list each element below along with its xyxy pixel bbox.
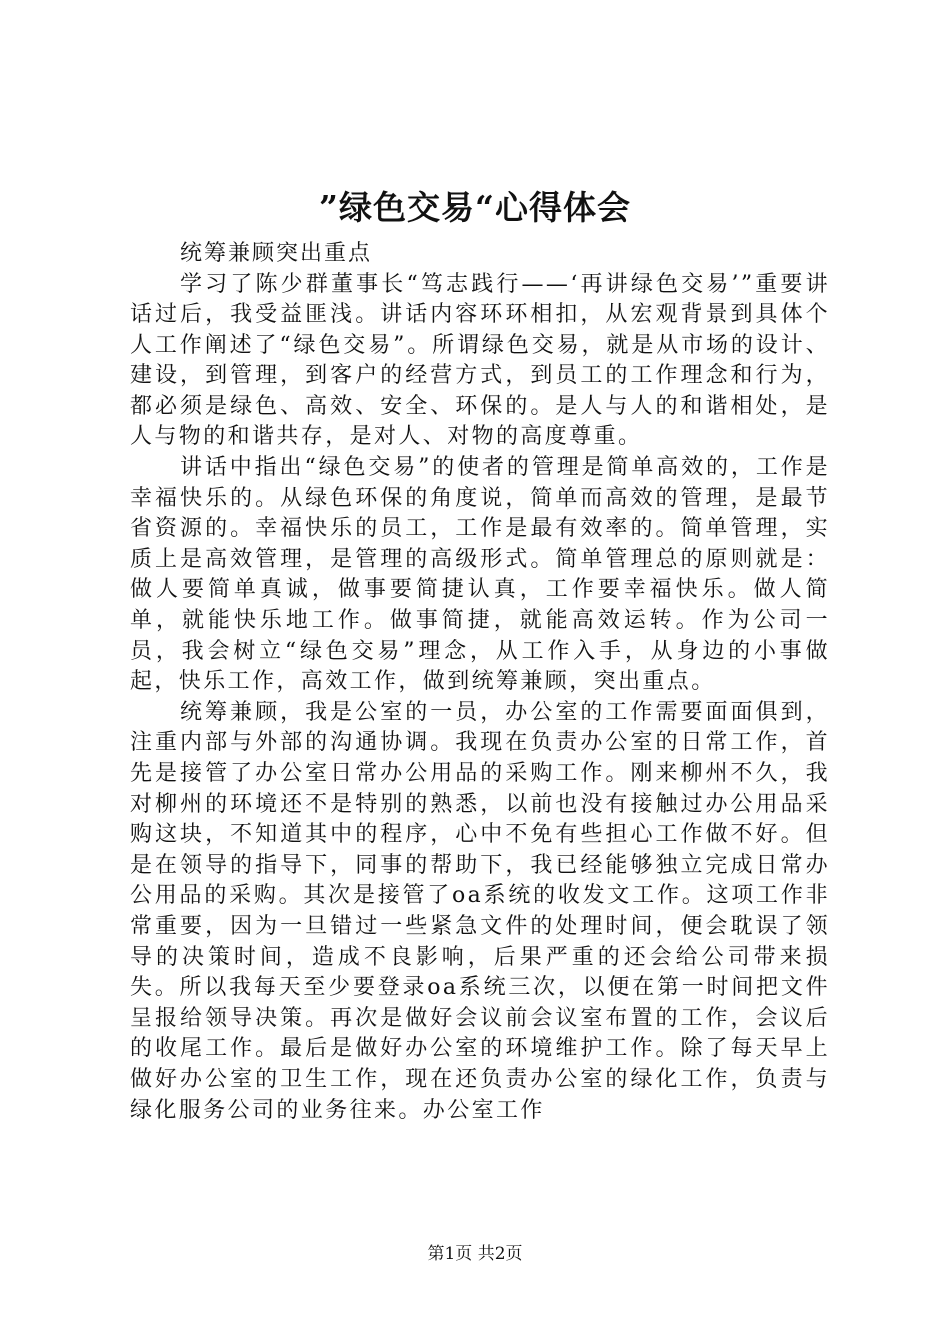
page-footer: 第1页 共2页 bbox=[427, 1244, 523, 1264]
paragraph-2: 讲话中指出“绿色交易”的使者的管理是简单高效的，工作是幸福快乐的。从绿色环保的角度说，简单而高效的管理，是最节省资源的。幸福快乐的员工，工作是最有效率的。简单管理，实质上是高效管理，是管理的高级形式。简单管理总的原则就是：做人要简单真诚，做事要简捷认真，工作要幸福快乐。做人简单，就能快乐地工作。做事简捷，就能高效运转。作为公司一员，我会树立“绿色交易”理念，从工作入手，从身边的小事做起，快乐工作，高效工作，做到统筹兼顾，突出重点。 bbox=[130, 455, 830, 695]
document-body bbox=[130, 239, 830, 1126]
document-title: ”绿色交易“心得体会 bbox=[319, 188, 631, 227]
section-heading: 统筹兼顾突出重点 bbox=[180, 241, 373, 266]
paragraph-3: 统筹兼顾，我是公室的一员，办公室的工作需要面面俱到，注重内部与外部的沟通协调。我现在负责办公室的日常工作，首先是接管了办公室日常办公用品的采购工作。刚来柳州不久，我对柳州的环境还不是特别的熟悉，以前也没有接触过办公用品采购这块，不知道其中的程序，心中不免有些担心工作做不好。但是在领导的指导下，同事的帮助下，我已经能够独立完成日常办公用品的采购。其次是接管了oa系统的收发文工作。这项工作非常重要，因为一旦错过一些紧急文件的处理时间，便会耽误了领导的决策时间，造成不良影响，后果严重的还会给公司带来损失。所以我每天至少要登录oa系统三次，以便在第一时间把文件呈报给领导决策。再次是做好会议前会议室布置的工作，会议后的收尾工作。最后是做好办公室的环境维护工作。除了每天早上做好办公室的卫生工作，现在还负责办公室的绿化工作，负责与绿化服务公司的业务往来。办公室工作 bbox=[130, 699, 830, 1123]
paragraph-1: 学习了陈少群董事长“笃志践行——‘再讲绿色交易’”重要讲话过后，我受益匪浅。讲话内容环环相扣，从宏观背景到具体个人工作阐述了“绿色交易”。所谓绿色交易，就是从市场的设计、建设，到管理，到客户的经营方式，到员工的工作理念和行为，都必须是绿色、高效、安全、环保的。是人与人的和谐相处，是人与物的和谐共存，是对人、对物的高度尊重。 bbox=[130, 271, 830, 450]
